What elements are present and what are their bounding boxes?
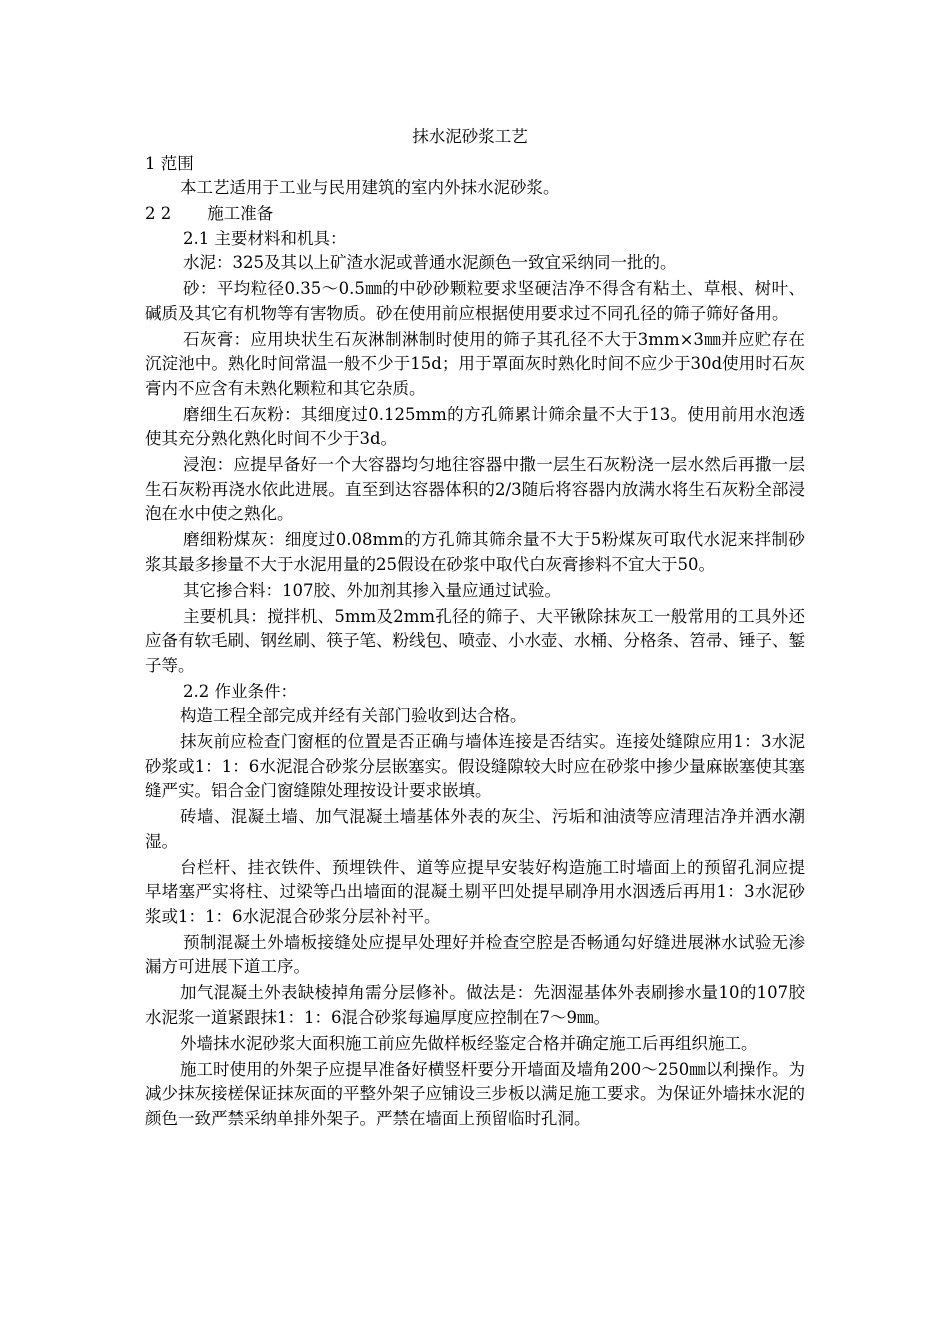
section-2-title: 施工准备 (207, 204, 274, 223)
paragraph-aerated-concrete: 加气混凝土外表缺棱掉角需分层修补。做法是：先洇湿基体外表刷掺水量10的107胶水泥浆一道紧跟抹1：1：6混合砂浆每遍厚度应控制在7～9㎜。 (145, 983, 805, 1027)
paragraph-lime-putty: 石灰膏：应用块状生石灰淋制淋制时使用的筛子其孔径不大于3mm×3㎜并应贮存在沉淀池中。熟化时间常温一般不少于15d；用于罩面灰时熟化时间不应少于30d使用时石灰膏内不应含有未熟化颗粒和其它杂质。 (145, 329, 805, 398)
paragraph-embedded-parts: 台栏杆、挂衣铁件、预埋铁件、道等应提早安装好构造施工时墙面上的预留孔洞应提早堵塞严实将柱、过梁等凸出墙面的混凝土剔平凹处提早刷净用水洇透后再用1：3水泥砂浆或1：1：6水泥混合砂浆分层补衬平。 (145, 857, 805, 926)
paragraph-cement: 水泥：325及其以上矿渣水泥或普通水泥颜色一致宜采纳同一批的。 (183, 253, 677, 272)
section-1-heading: 1 范围 (145, 153, 194, 173)
paragraph-sand: 砂：平均粒径0.35～0.5㎜的中砂砂颗粒要求坚硬洁净不得含有粘土、草根、树叶、碱质及其它有机物等有害物质。砂在使用前应根据使用要求过不同孔径的筛子筛好备用。 (145, 279, 805, 323)
paragraph-structure-complete: 构造工程全部完成并经有关部门验收到达合格。 (180, 706, 527, 725)
paragraph-fly-ash: 磨细粉煤灰：细度过0.08mm的方孔筛其筛余量不大于5粉煤灰可取代水泥来拌制砂浆其最多掺量不大于水泥用量的25假设在砂浆中取代白灰膏掺料不宜大于50。 (145, 530, 805, 574)
paragraph-wall-cleaning: 砖墙、混凝土墙、加气混凝土墙基体外表的灰尘、污垢和油渍等应清理洁净并洒水潮湿。 (145, 807, 805, 851)
paragraph-admixtures: 其它掺合料：107胶、外加剂其掺入量应通过试验。 (183, 580, 561, 600)
paragraph-soaking: 浸泡：应提早备好一个大容器均匀地往容器中撒一层生石灰粉浇一层水然后再撒一层生石灰粉再浇水依此进展。直至到达容器体积的2/3随后将容器内放满水将生石灰粉全部浸泡在水中使之熟化。 (145, 455, 805, 523)
paragraph-precast-panels: 预制混凝土外墙板接缝处应提早处理好并检查空腔是否畅通勾好缝进展淋水试验无渗漏方可进展下道工序。 (145, 932, 805, 976)
document-title: 抹水泥砂浆工艺 (412, 127, 528, 146)
paragraph-quicklime-powder: 磨细生石灰粉：其细度过0.125mm的方孔筛累计筛余量不大于13。使用前用水泡透使其充分熟化熟化时间不少于3d。 (145, 404, 805, 448)
section-2-1-heading: 2.1 主要材料和机具： (183, 228, 347, 248)
paragraph-sample-panel: 外墙抹水泥砂浆大面积施工前应先做样板经鉴定合格并确定施工后再组织施工。 (180, 1033, 758, 1053)
paragraph-scaffolding: 施工时使用的外架子应提早准备好横竖杆要分开墙面及墙角200～250㎜以利操作。为减少抹灰接槎保证抹灰面的平整外架子应铺设三步板以满足施工要求。为保证外墙抹水泥的颜色一致严禁采纳单排外架子。严禁在墙面上预留临时孔洞。 (145, 1059, 805, 1128)
paragraph-tools: 主要机具：搅拌机、5mm及2mm孔径的筛子、大平锹除抹灰工一般常用的工具外还应备有软毛刷、钢丝刷、筷子笔、粉线包、喷壶、小水壶、水桶、分格条、笤帚、锤子、錾子等。 (145, 606, 805, 675)
document-body (145, 125, 805, 1133)
paragraph-window-frames: 抹灰前应检查门窗框的位置是否正确与墙体连接是否结实。连接处缝隙应用1：3水泥砂浆或1：1：6水泥混合砂浆分层嵌塞实。假设缝隙较大时应在砂浆中掺少量麻嵌塞使其塞缝严实。铝合金门窗缝隙处理按设计要求嵌填。 (145, 732, 805, 800)
section-1-paragraph: 本工艺适用于工业与民用建筑的室内外抹水泥砂浆。 (180, 178, 560, 197)
section-2-number: 2 2 (145, 204, 172, 223)
section-2-2-heading: 2.2 作业条件： (183, 681, 297, 701)
section-2-heading (145, 202, 805, 227)
